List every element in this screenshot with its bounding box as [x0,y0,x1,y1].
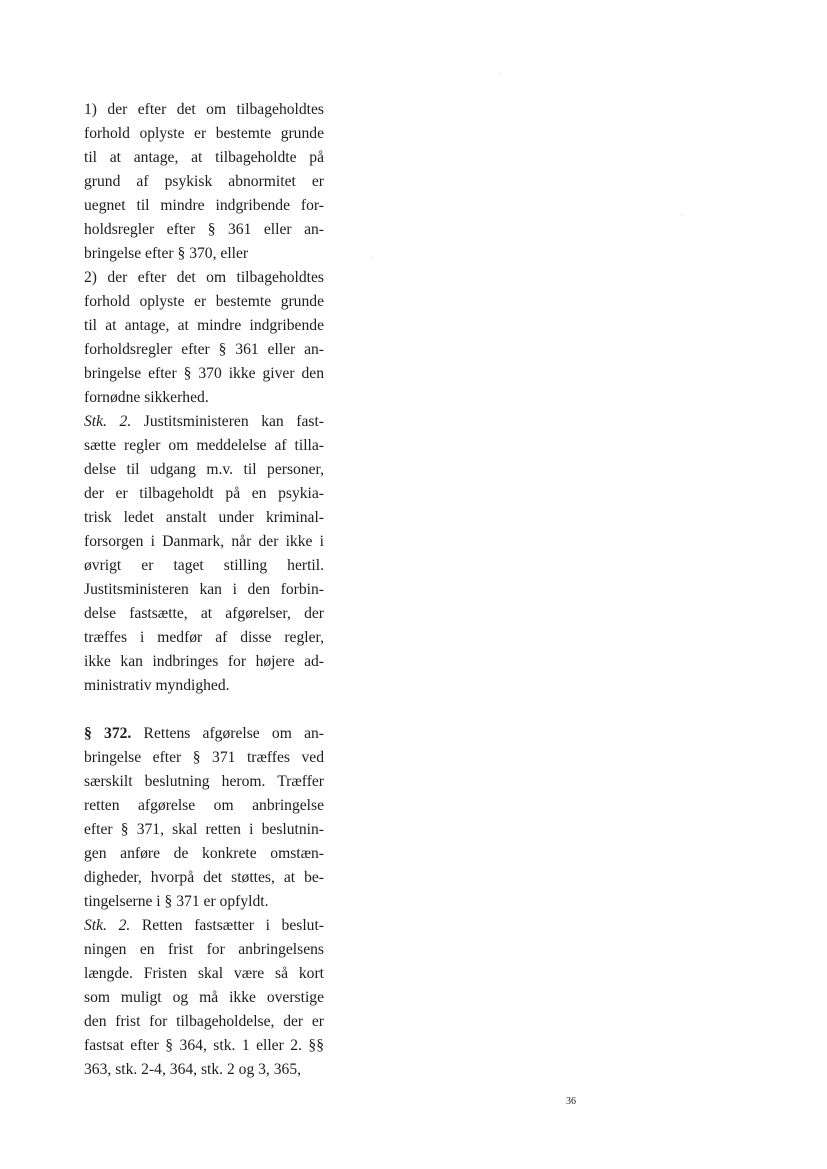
text-line: delse fastsætte, at afgørelser, der [84,605,324,622]
text-line: tingelserne i § 371 er opfyldt. [84,893,269,910]
text-line: ministrativ myndighed. [84,677,230,694]
text-line: fastsat efter § 364, stk. 1 eller 2. §§ [84,1037,324,1054]
subsection-label: Stk. 2. [84,413,132,430]
text-line: ningen en frist for anbringelsens [84,941,324,958]
paragraph [84,722,324,914]
page-number: 36 [566,1096,576,1107]
text-line: øvrigt er taget stilling hertil. [84,557,324,574]
text-line: delse til udgang m.v. til personer, [84,461,324,478]
text-line: sætte regler om meddelelse af tilla- [84,437,324,454]
text-line [84,722,324,746]
paragraph [84,410,324,698]
text-line: forholdsregler efter § 361 eller an- [84,341,324,358]
text-line: gen anføre de konkrete omstæn- [84,845,324,862]
scan-speck [681,215,682,216]
text-line: digheder, hvorpå det støttes, at be- [84,869,324,886]
text-line: længde. Fristen skal være så kort [84,965,324,982]
text-line: Justitsministeren kan i den forbin- [84,581,324,598]
text-line: holdsregler efter § 361 eller an- [84,221,324,238]
text-line: 1) der efter det om tilbageholdtes [84,101,324,118]
text-line: grund af psykisk abnormitet er [84,173,324,190]
line-text: Justitsministeren kan fast- [131,413,324,430]
text-line: ikke kan indbringes for højere ad- [84,653,324,670]
text-line [84,914,324,938]
paragraph [84,914,324,1082]
subsection-label: Stk. 2. [84,917,131,934]
text-line: retten afgørelse om anbringelse [84,797,324,814]
text-line: bringelse efter § 370, eller [84,245,249,262]
text-line: forhold oplyste er bestemte grunde [84,293,324,310]
document-body [84,98,324,1082]
text-line: uegnet til mindre indgribende for- [84,197,324,214]
text-line: træffes i medfør af disse regler, [84,629,324,646]
scan-speck [500,73,501,74]
text-line: til at antage, at mindre indgribende [84,317,324,334]
text-line: efter § 371, skal retten i beslutnin- [84,821,324,838]
text-line: trisk ledet anstalt under kriminal- [84,509,324,526]
section-heading: § 372. [84,725,132,742]
paragraph [84,266,324,410]
paragraph-gap [84,698,324,722]
scan-speck [371,257,372,258]
line-text: Rettens afgørelse om an- [131,725,325,742]
text-line: fornødne sikkerhed. [84,389,209,406]
text-line: bringelse efter § 370 ikke giver den [84,365,324,382]
text-line [84,410,324,434]
text-line: der er tilbageholdt på en psykia- [84,485,324,502]
text-line: den frist for tilbageholdelse, der er [84,1013,324,1030]
text-line: forhold oplyste er bestemte grunde [84,125,324,142]
text-line: som muligt og må ikke overstige [84,989,324,1006]
text-line: særskilt beslutning herom. Træffer [84,773,324,790]
line-text: Retten fastsætter i beslut- [130,917,324,934]
text-line: til at antage, at tilbageholdte på [84,149,324,166]
text-line: 2) der efter det om tilbageholdtes [84,269,324,286]
text-line: bringelse efter § 371 træffes ved [84,749,324,766]
paragraph [84,98,324,266]
text-line: 363, stk. 2-4, 364, stk. 2 og 3, 365, [84,1061,302,1078]
text-line: forsorgen i Danmark, når der ikke i [84,533,324,550]
